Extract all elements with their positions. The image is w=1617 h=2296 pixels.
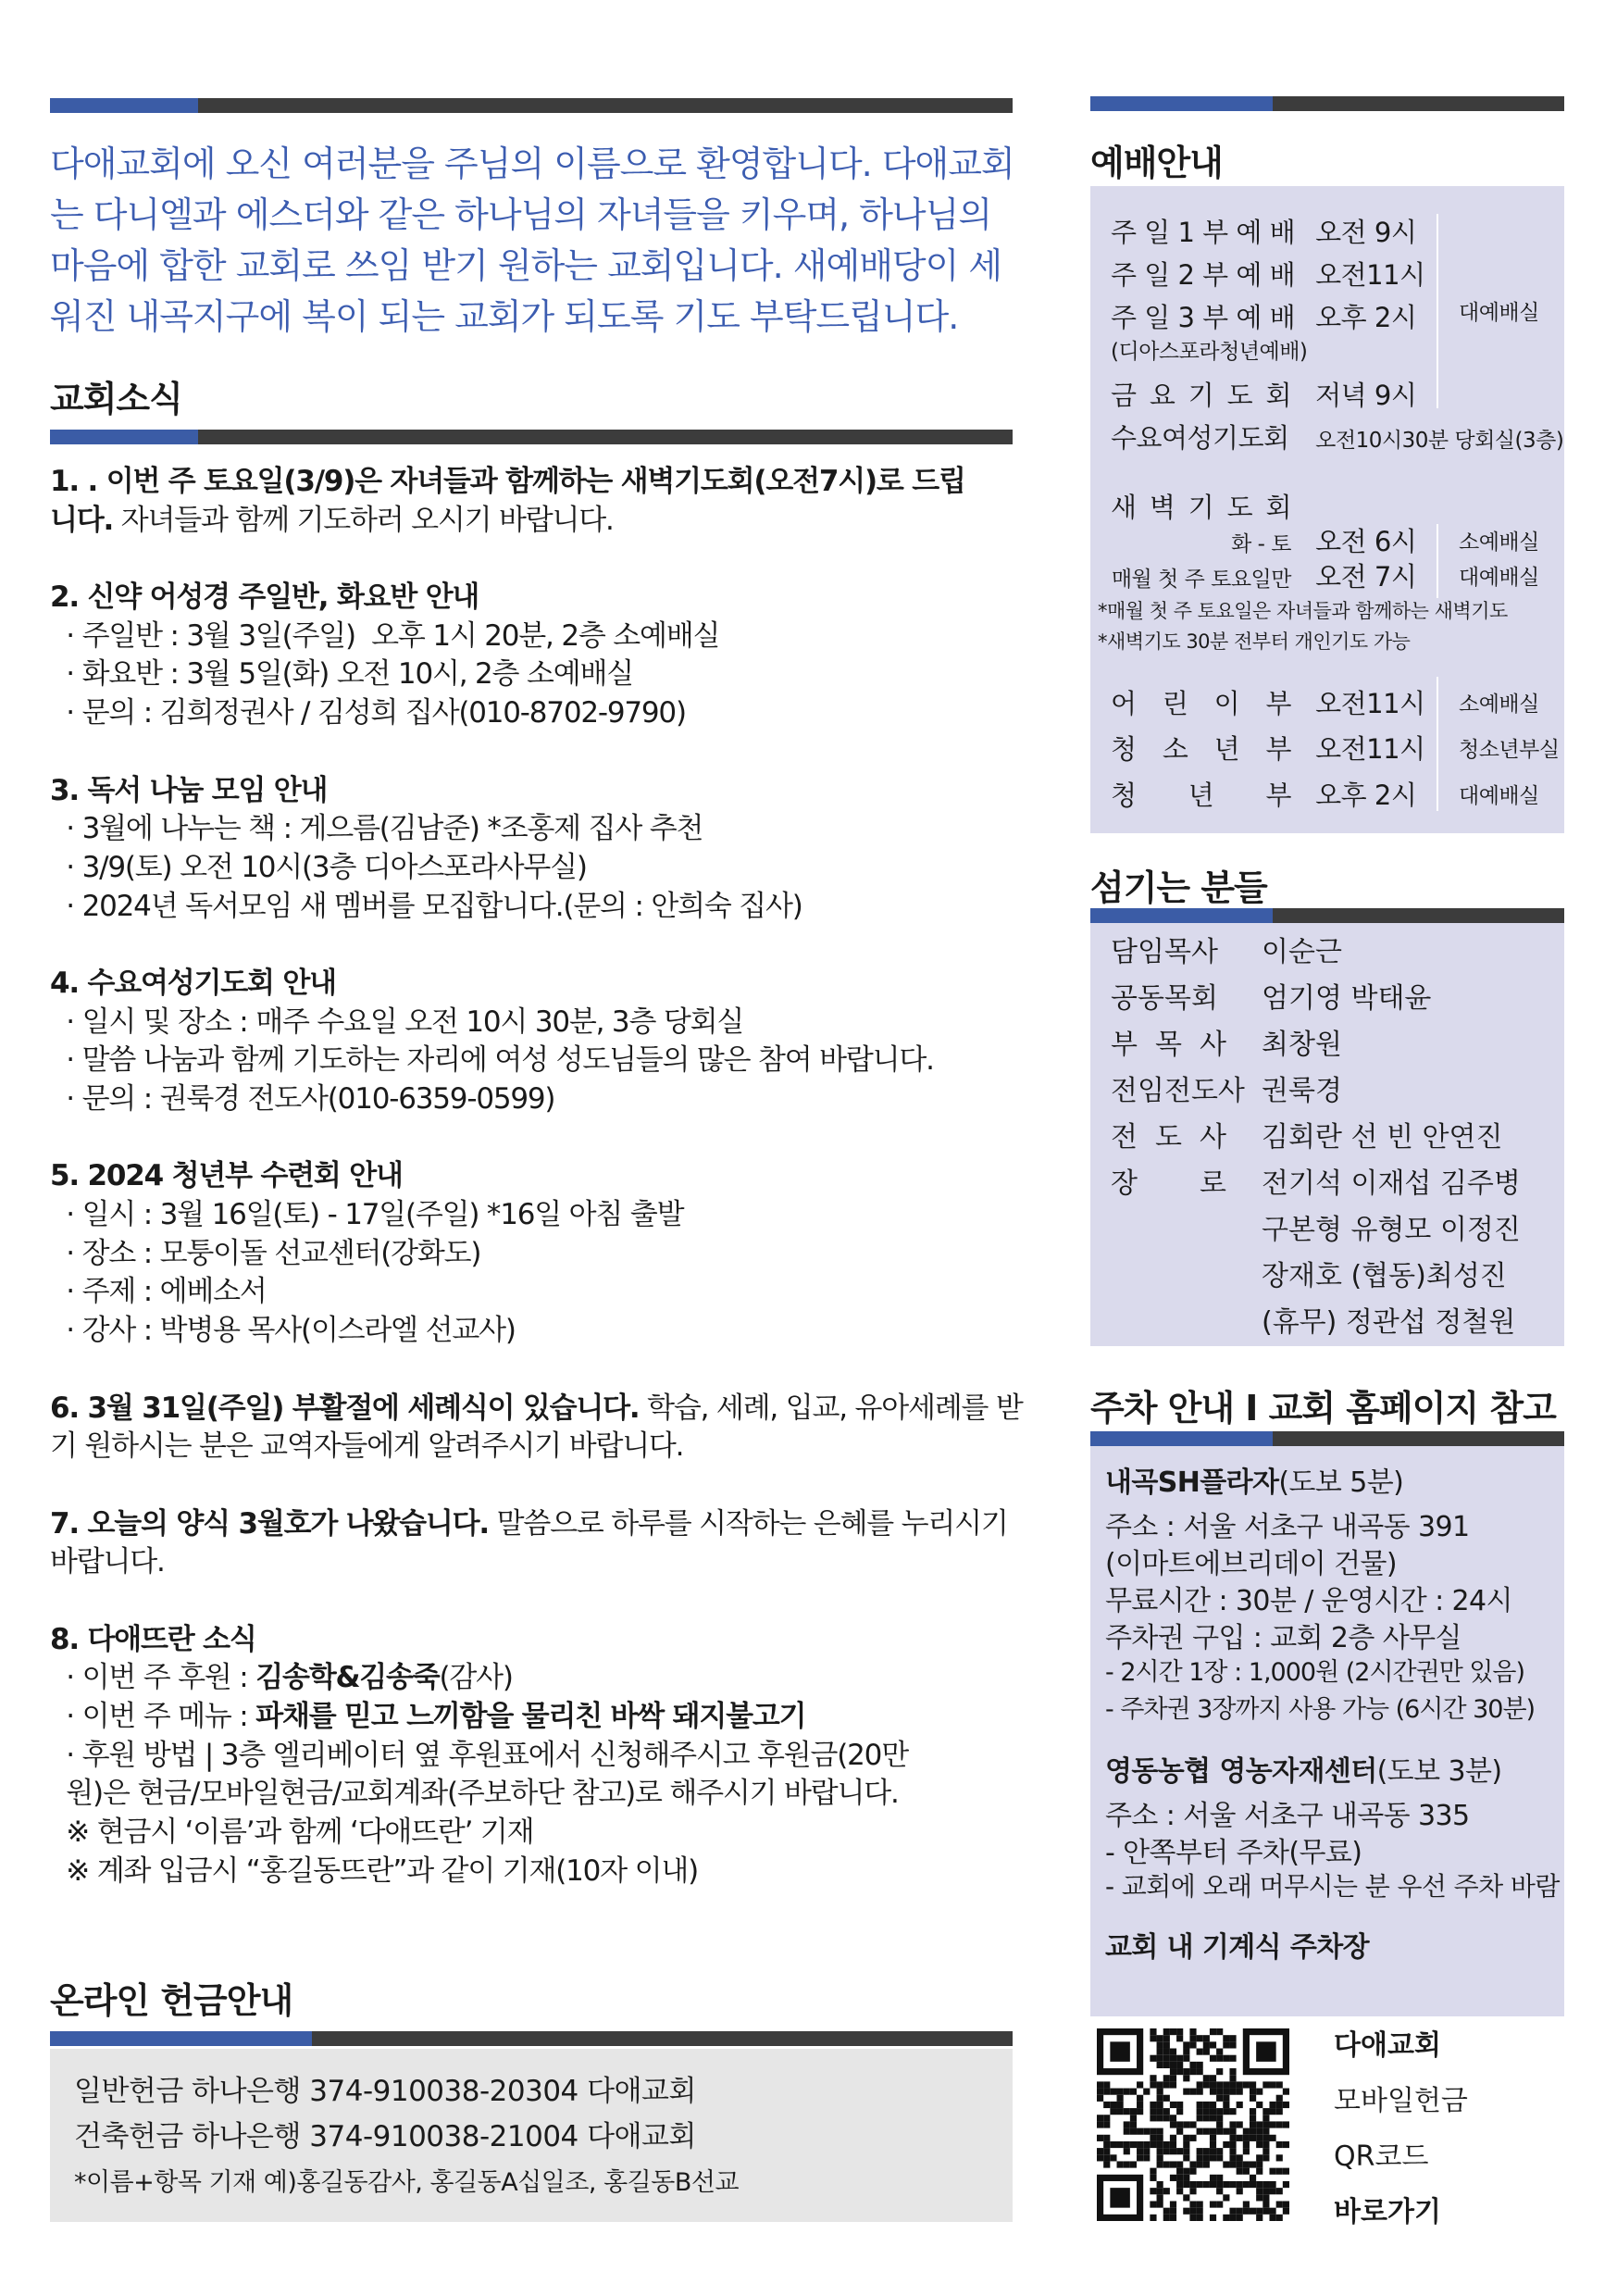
- news-emphasis: 파채를 믿고 느끼함을 물리친 바싹 돼지불고기: [255, 1700, 806, 1733]
- server-names: 이순근: [1262, 936, 1342, 968]
- server-role: 공동목회: [1111, 982, 1218, 1015]
- news-line: [50, 1312, 1017, 1351]
- qr-code[interactable]: [1097, 2028, 1289, 2221]
- worship-row: 청 소 년 부 오전11시 청소년부실: [1111, 733, 1560, 765]
- server-names: 전기석 이재섭 김주병: [1262, 1167, 1521, 1200]
- news-text: · 2024년 독서모임 새 멤버를 모집합니다.(문의 : 안희숙 집사): [50, 889, 802, 923]
- news-emphasis: 니다.: [50, 503, 114, 537]
- worship-row: 금 요 기 도 회 저녁 9시: [1111, 380, 1417, 411]
- news-text: · 말씀 나눔과 함께 기도하는 자리에 여성 성도님들의 많은 참여 바랍니다.: [50, 1043, 934, 1078]
- worship-row: 주 일 2 부 예 배 오전11시: [1111, 259, 1425, 291]
- news-line: [50, 1428, 1017, 1466]
- building-offering-account: 건축헌금 하나은행 374-910038-21004 다애교회: [74, 2120, 696, 2153]
- parking-lot-name: 내곡SH플라자: [1105, 1466, 1279, 1499]
- news-item: [50, 965, 1017, 1119]
- server-row: [1111, 1160, 1521, 1201]
- news-text: 기 원하시는 분은 교역자들에게 알려주시기 바랍니다.: [50, 1429, 684, 1464]
- general-offering-account: 일반헌금 하나은행 374-910038-20304 다애교회: [74, 2075, 696, 2108]
- qr-caption-line: 다애교회: [1334, 2029, 1441, 2062]
- server-role: 전임전도사: [1111, 1075, 1245, 1107]
- news-line: [50, 1737, 1017, 1776]
- parking-lot-name: 교회 내 기계식 주차장: [1105, 1931, 1369, 1964]
- news-emphasis: 2. 신약 어성경 주일반, 화요반 안내: [50, 580, 479, 615]
- news-line: [50, 1196, 1017, 1235]
- news-emphasis: 1. . 이번 주 토요일(3/9)은 자녀들과 함께하는 새벽기도회(오전7시)로 드립: [50, 465, 965, 498]
- news-text: (감사): [439, 1661, 513, 1695]
- news-line: [50, 1659, 1017, 1698]
- news-text: · 3월에 나누는 책 : 게으름(김남준) *조홍제 집사 추천: [50, 812, 703, 846]
- servers-heading: 섬기는 분들: [1090, 867, 1267, 908]
- news-emphasis: 5. 2024 청년부 수련회 안내: [50, 1159, 403, 1193]
- news-line: [50, 772, 1017, 811]
- news-line: [50, 618, 1017, 656]
- news-line: [50, 1505, 1017, 1544]
- server-role: 부 목 사: [1111, 1029, 1226, 1061]
- news-text: 원)은 현금/모바일현금/교회계좌(주보하단 참고)로 해주시기 바랍니다.: [50, 1777, 899, 1811]
- news-text: · 이번 주 후원 :: [50, 1661, 256, 1695]
- qr-caption-line: QR코드: [1334, 2140, 1429, 2173]
- qr-caption-line: 바로가기: [1334, 2196, 1441, 2228]
- news-line: [50, 1042, 1017, 1080]
- offering-box: [50, 2049, 1013, 2222]
- news-text: 자녀들과 함께 기도하러 오시기 바랍니다.: [113, 503, 614, 537]
- welcome-text: [50, 139, 1017, 343]
- news-item: [50, 1621, 1017, 1891]
- server-names: 구본형 유형모 이정진: [1262, 1214, 1521, 1246]
- server-row: [1111, 1206, 1521, 1247]
- news-line: [50, 1390, 1023, 1429]
- server-names: 장재호 (협동)최성진: [1262, 1260, 1507, 1292]
- news-emphasis: 6. 3월 31일(주일) 부활절에 세례식이 있습니다.: [50, 1391, 640, 1425]
- news-text: · 일시 및 장소 : 매주 수요일 오전 10시 30분, 3층 당회실: [50, 1004, 744, 1039]
- server-role: 전 도 사: [1111, 1121, 1226, 1154]
- news-text: · 3/9(토) 오전 10시(3층 디아스포라사무실): [50, 850, 587, 884]
- server-names: 김회란 선 빈 안연진: [1262, 1121, 1503, 1154]
- welcome-line: 마음에 합한 교회로 쓰임 받기 원하는 교회입니다. 새예배당이 세: [50, 245, 1002, 286]
- news-text: 바랍니다.: [50, 1545, 165, 1579]
- news-text: · 이번 주 메뉴 :: [50, 1700, 256, 1733]
- news-text: · 후원 방법 | 3층 엘리베이터 옆 후원표에서 신청해주시고 후원금(20만: [50, 1738, 908, 1772]
- news-list: [50, 463, 1023, 1929]
- news-text: · 문의 : 김희정권사 / 김성희 집사(010-8702-9790): [50, 696, 686, 730]
- parking-lot-name: 영동농협 영농자재센터: [1105, 1755, 1377, 1788]
- news-text: · 강사 : 박병용 목사(이스라엘 선교사): [50, 1314, 516, 1348]
- worship-row: 주 일 3 부 예 배 오후 2시: [1111, 302, 1417, 333]
- news-item: [50, 1390, 1023, 1466]
- news-line: [50, 655, 1017, 694]
- news-line: [50, 888, 1017, 927]
- worship-box: [1090, 186, 1564, 833]
- server-row: [1111, 1299, 1515, 1340]
- news-line: [50, 463, 1017, 502]
- worship-row: 청 년 부 오후 2시 대예배실: [1111, 780, 1539, 811]
- server-names: 최창원: [1262, 1029, 1342, 1061]
- news-line: [50, 1775, 1017, 1814]
- news-item: [50, 579, 1017, 733]
- server-row: [1111, 975, 1431, 1016]
- news-text: · 장소 : 모퉁이돌 선교센터(강화도): [50, 1236, 481, 1270]
- server-names: (휴무) 정관섭 정철원: [1262, 1306, 1516, 1339]
- news-emphasis: 7. 오늘의 양식 3월호가 나왔습니다.: [50, 1506, 489, 1541]
- parking-box: 내곡SH플라자(도보 5분) 주소 : 서울 서초구 내곡동 391 (이마트에브리데이 건물) 무료시간 : 30분 / 운영시간 : 24시 주차권 구입 : 교회 2층 사무실 - 2시간 1장 : 1,000원 (2시간권만 있음) - 주차권 3장까지 사용 가능 (6시간 30분) 영동농협 영농자재센터(도보 3분) 주소 : 서울 서초구 내곡동 335 - 안쪽부터 주차(무료) - 교회에 오래 머무시는 분 우선 주차 바람 교회 내 기계식 주차장: [1090, 1446, 1564, 2016]
- news-text: 말씀으로 하루를 시작하는 은혜를 누리시기: [488, 1506, 1008, 1541]
- server-row: [1111, 1067, 1342, 1108]
- news-emphasis: 3. 독서 나눔 모임 안내: [50, 773, 328, 807]
- news-item: [50, 1505, 1017, 1582]
- server-row: [1111, 1253, 1507, 1293]
- offering-note: *이름+항목 기재 예)홍길동감사, 홍길동A십일조, 홍길동B선교: [74, 2168, 740, 2197]
- news-text: · 문의 : 권룩경 전도사(010-6359-0599): [50, 1082, 555, 1116]
- news-line: [50, 1004, 1017, 1042]
- news-line: [50, 1621, 1017, 1660]
- news-item: [50, 463, 1017, 540]
- top-divider-right: [1090, 96, 1564, 111]
- news-line: [50, 1080, 1017, 1119]
- news-line: [50, 694, 1017, 733]
- news-text: · 주일반 : 3월 3일(주일) 오후 1시 20분, 2층 소예배실: [50, 618, 720, 653]
- news-line: [50, 1157, 1017, 1196]
- offering-heading: 온라인 헌금안내: [50, 1980, 293, 2021]
- worship-heading: 예배안내: [1090, 143, 1223, 183]
- worship-subnote: (디아스포라청년예배): [1111, 340, 1308, 364]
- servers-box: [1090, 923, 1564, 1346]
- servers-divider: [1090, 908, 1564, 923]
- news-line: [50, 810, 1017, 849]
- worship-row: 수요여성기도회 오전10시30분 당회실(3층): [1111, 422, 1564, 454]
- news-line: [50, 502, 1017, 541]
- worship-row: 매월 첫 주 토요일만 오전 7시 대예배실: [1111, 561, 1539, 593]
- news-emphasis: 4. 수요여성기도회 안내: [50, 966, 336, 1000]
- qr-caption-line: 모바일헌금: [1334, 2085, 1468, 2117]
- news-text: ※ 계좌 입금시 “홍길동뜨란”과 같이 기재(10자 이내): [50, 1853, 698, 1888]
- news-line: [50, 1698, 1017, 1737]
- news-line: [50, 1853, 1017, 1891]
- news-heading: 교회소식: [50, 379, 182, 419]
- news-text: · 주제 : 에베소서: [50, 1275, 267, 1309]
- news-item: [50, 1157, 1017, 1350]
- news-line: [50, 1543, 1017, 1582]
- news-text: · 화요반 : 3월 5일(화) 오전 10시, 2층 소예배실: [50, 657, 633, 692]
- news-text: · 일시 : 3월 16일(토) - 17일(주일) *16일 아침 출발: [50, 1198, 684, 1232]
- news-item: [50, 772, 1017, 927]
- server-names: 권룩경: [1262, 1075, 1342, 1107]
- news-line: [50, 1273, 1017, 1312]
- news-line: [50, 849, 1017, 888]
- server-role: 장 로: [1111, 1167, 1226, 1200]
- news-line: [50, 965, 1017, 1004]
- server-row: [1111, 929, 1342, 969]
- news-divider: [50, 430, 1013, 444]
- news-text: 학습, 세례, 입교, 유아세례를 받: [639, 1391, 1023, 1425]
- server-names: 엄기영 박태윤: [1262, 982, 1432, 1015]
- welcome-line: 워진 내곡지구에 복이 되는 교회가 되도록 기도 부탁드립니다.: [50, 296, 959, 337]
- dawn-note: *새벽기도 30분 전부터 개인기도 가능: [1098, 630, 1411, 653]
- news-emphasis: 김송학&김송죽: [255, 1661, 440, 1695]
- news-line: [50, 1235, 1017, 1274]
- worship-row: 화 - 토 오전 6시 소예배실: [1231, 526, 1539, 557]
- offering-divider: [50, 2031, 1013, 2046]
- worship-row: 어 린 이 부 오전11시 소예배실: [1111, 688, 1539, 719]
- news-line: [50, 579, 1017, 618]
- worship-row: 주 일 1 부 예 배 오전 9시: [1111, 217, 1417, 248]
- server-row: [1111, 1114, 1502, 1154]
- dawn-note: *매월 첫 주 토요일은 자녀들과 함께하는 새벽기도: [1098, 600, 1508, 622]
- news-line: [50, 1814, 1017, 1853]
- server-row: [1111, 1021, 1342, 1062]
- worship-room: 대예배실: [1459, 301, 1539, 325]
- news-text: ※ 현금시 ‘이름’과 함께 ‘다애뜨란’ 기재: [50, 1816, 534, 1850]
- server-role: 담임목사: [1111, 936, 1218, 968]
- top-divider-left: [50, 98, 1013, 113]
- parking-heading: 주차 안내 I 교회 홈페이지 참고: [1090, 1388, 1556, 1429]
- parking-divider: [1090, 1431, 1564, 1446]
- welcome-line: 는 다니엘과 에스더와 같은 하나님의 자녀들을 키우며, 하나님의: [50, 194, 992, 235]
- dawn-prayer-label: 새 벽 기 도 회: [1111, 492, 1291, 523]
- welcome-line: 다애교회에 오신 여러분을 주님의 이름으로 환영합니다. 다애교회: [50, 144, 1014, 184]
- news-emphasis: 8. 다애뜨란 소식: [50, 1622, 256, 1656]
